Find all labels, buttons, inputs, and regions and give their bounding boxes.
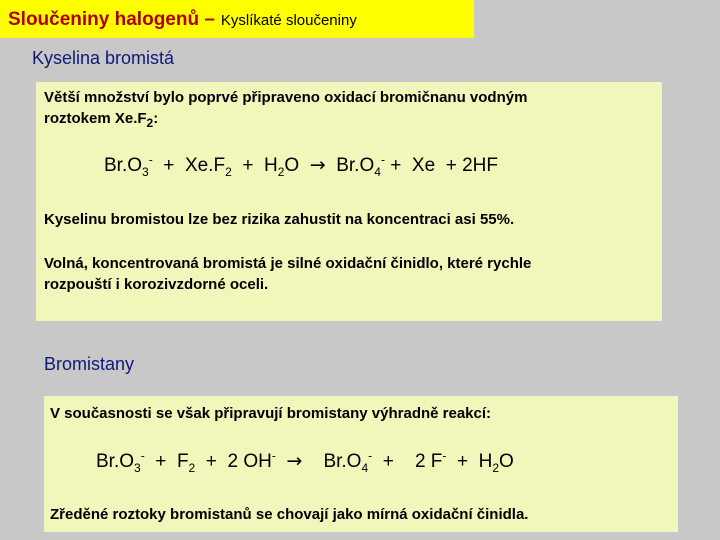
slide-subtitle: Kyslíkaté sloučeniny [220, 12, 357, 29]
text-line: Větší množství bylo poprvé připraveno oxidací bromičnanu vodným [44, 89, 528, 106]
text-line: V současnosti se však připravují bromistany výhradně reakcí: [50, 405, 492, 422]
equation-bromic-acid: $Br.O_3^- + Xe.F_2 + H_2O \to Br.O_4^- + Xe + 2HF$ [104, 152, 498, 179]
slide-title: Sloučeniny halogenů – [8, 9, 215, 30]
section-heading-kyselina: Kyselina bromistá [32, 48, 175, 68]
text-line: rozpouští i korozivzdorné oceli. [44, 276, 269, 293]
text-line: roztokem $Xe.F_2$: [44, 110, 159, 130]
text-line: Zředěné roztoky bromistanů se chovají jako mírná oxidační činidla. [50, 506, 529, 523]
title-bar [0, 0, 474, 38]
text-line: Kyselinu bromistou lze bez rizika zahustit na koncentraci asi 55%. [44, 211, 515, 228]
section-heading-bromistany: Bromistany [44, 354, 135, 374]
equation-bromates: $Br.O_3^- + F_2 + 2$ OH- → $Br.O_4^-$ + 2 $F^- + H_2O$ [96, 448, 514, 475]
text-line: Volná, koncentrovaná bromistá je silné oxidační činidlo, které rychle [44, 255, 532, 272]
content-box-kyselina [36, 82, 662, 321]
content-box-bromistany [44, 396, 678, 532]
